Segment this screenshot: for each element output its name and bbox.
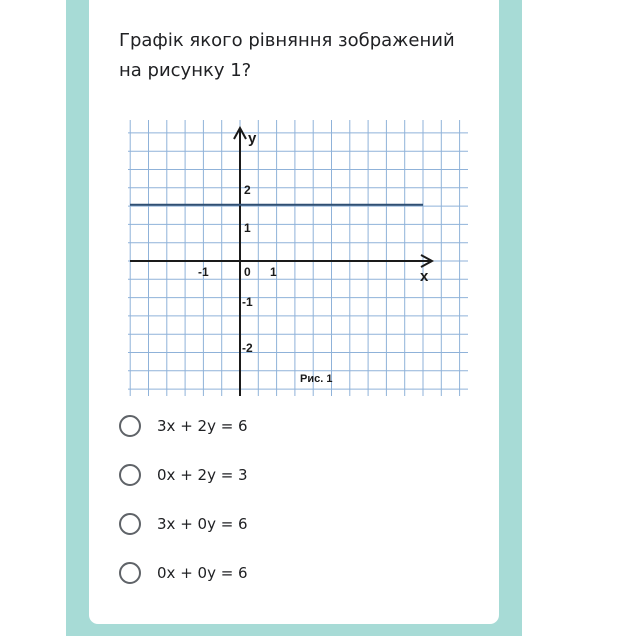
coordinate-figure [128, 120, 468, 396]
option-label: 3x + 2y = 6 [157, 417, 248, 435]
radio-button-icon[interactable] [119, 562, 141, 584]
option-2[interactable] [119, 451, 479, 500]
tick-label-y-neg2: -2 [242, 341, 253, 355]
option-label: 0x + 2y = 3 [157, 466, 248, 484]
option-label: 3x + 0y = 6 [157, 515, 248, 533]
axis-label-y: y [248, 130, 257, 147]
tick-label-y-neg1: -1 [242, 295, 253, 309]
tick-label-x-1: 1 [270, 265, 277, 279]
option-3[interactable] [119, 500, 479, 549]
radio-button-icon[interactable] [119, 415, 141, 437]
option-1[interactable] [119, 402, 479, 451]
figure-caption: Рис. 1 [300, 373, 333, 385]
option-label: 0x + 0y = 6 [157, 564, 248, 582]
tick-label-y-1: 1 [244, 221, 251, 235]
radio-button-icon[interactable] [119, 464, 141, 486]
tick-label-origin: 0 [244, 265, 251, 279]
option-4[interactable] [119, 549, 479, 598]
answer-options [119, 402, 479, 598]
radio-button-icon[interactable] [119, 513, 141, 535]
grid [128, 120, 468, 396]
tick-label-y-2: 2 [244, 183, 251, 197]
question-title: Графік якого рівняння зображений на рисунку 1? [119, 30, 455, 81]
axis-label-x: x [420, 268, 429, 285]
tick-label-x-neg1: -1 [198, 265, 209, 279]
coordinate-plane [128, 120, 468, 396]
